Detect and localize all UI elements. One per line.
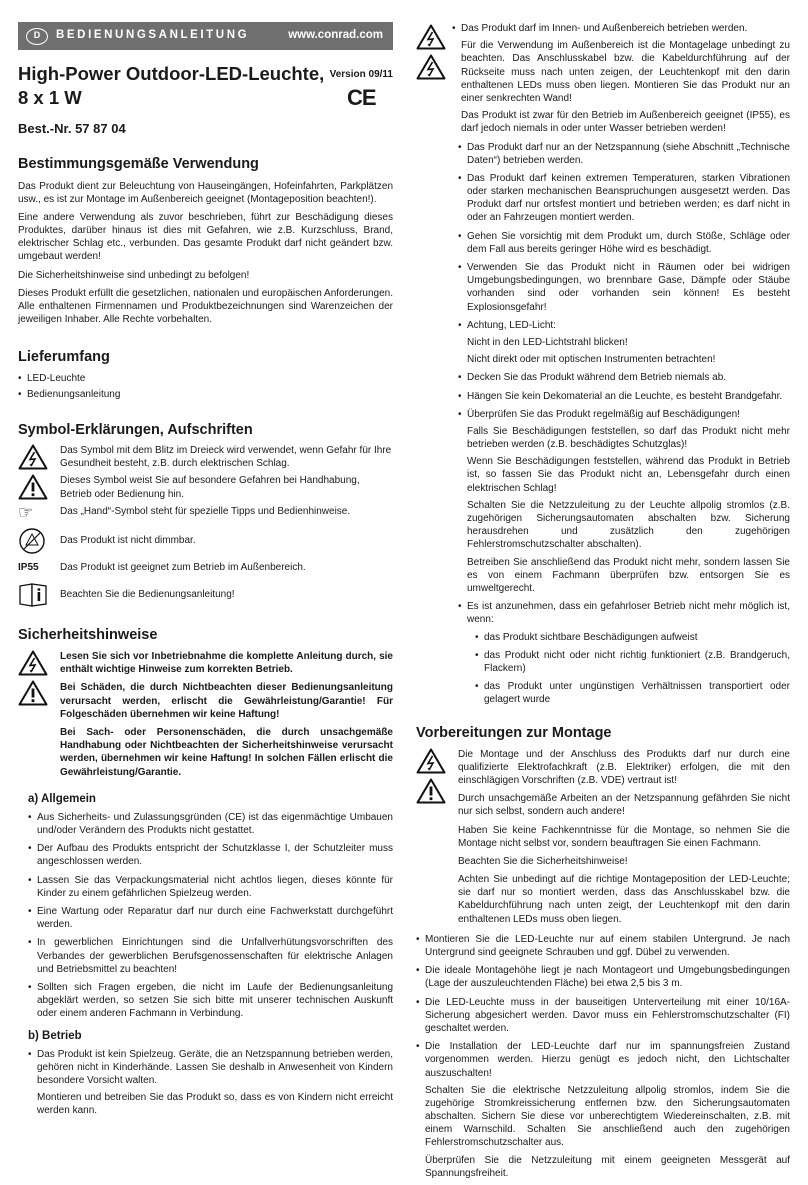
mounting-warning-block: [416, 748, 790, 931]
list-item: [452, 22, 790, 136]
general-list: [28, 811, 393, 1021]
condition-list: [467, 631, 790, 707]
manual-info-icon: [18, 582, 54, 608]
intended-use-section: [18, 180, 393, 327]
list-item-subtext: Nicht direkt oder mit optischen Instrumenten betrachten!: [467, 354, 716, 366]
list-item: [28, 1048, 393, 1118]
list-item: • Montieren Sie die LED-Leuchte nur auf einem stabilen Untergrund. Je nach Untergrund sind geeignete Schrauben und ggf. Dübel zu verwenden.: [416, 933, 790, 959]
title-row: [18, 62, 393, 112]
symbol-text: Das Produkt ist nicht dimmbar.: [60, 535, 196, 547]
symbol-row: [18, 502, 393, 522]
left-column: [18, 22, 393, 1123]
lightning-warning-icon: [18, 444, 54, 470]
list-item: [416, 1040, 790, 1180]
paragraph: Die Montage und der Anschluss des Produkts darf nur durch eine qualifizierte Elektrofachkraft (z.B. Elektriker) erfolgen, die mit den einschlägigen Vorschriften (z.B. VDE) vertraut ist!: [458, 748, 790, 786]
warning-icons: [18, 650, 54, 784]
list-item: • Lassen Sie das Verpackungsmaterial nicht achtlos liegen, dieses könnte für Kinder zu einem gefährlichen Spielzeug werden.: [28, 874, 393, 900]
list-item-subtext: Falls Sie Beschädigungen feststellen, so darf das Produkt nicht mehr betrieben werden (z.B. beschädigtes Schutzglas)!: [467, 425, 790, 451]
not-dimmable-icon: [18, 527, 54, 555]
list-item: • Verwenden Sie das Produkt nicht in Räumen oder bei widrigen Umgebungsbedingungen, wo brennbare Gase, Dämpfe oder Stäube vorhanden sind oder vorhanden sein können! Es besteht Explosionsgefahr!: [458, 261, 790, 314]
list-item: • Aus Sicherheits- und Zulassungsgründen (CE) ist das eigenmächtige Umbauen und/oder Verändern des Produkts nicht gestattet.: [28, 811, 393, 837]
list-item-subtext: Überprüfen Sie die Netzzuleitung mit einem geeigneten Messgerät auf Spannungsfreiheit.: [425, 1154, 790, 1179]
version-box: [330, 62, 393, 112]
header-bar: [18, 22, 393, 50]
list-item: • Die LED-Leuchte muss in der bauseitigen Unterverteilung mit einer 10/16A-Sicherung abgesichert werden. Davor muss ein Fehlerstromschutzschalter (FI) geschaltet werden.: [416, 996, 790, 1036]
mounting-heading: Vorbereitungen zur Montage: [416, 725, 612, 742]
list-item-text: • Das Produkt darf im Innen- und Außenbereich betrieben werden.: [461, 23, 748, 34]
list-item-text: • Überprüfen Sie das Produkt regelmäßig auf Beschädigungen!: [467, 408, 740, 420]
document-title: [18, 62, 324, 112]
title-line-2: 8 x 1 W: [18, 86, 82, 108]
outdoor-warning-block: [416, 22, 790, 141]
symbol-row: [18, 582, 393, 608]
list-item-text: • Es ist anzunehmen, dass ein gefahrloser Betrieb nicht mehr möglich ist, wenn:: [467, 601, 790, 626]
list-item: • Eine Wartung oder Reparatur darf nur durch eine Fachwerkstatt durchgeführt werden.: [28, 905, 393, 931]
paragraph: Beachten Sie die Sicherheitshinweise!: [458, 855, 628, 867]
symbol-row: [18, 561, 393, 574]
paragraph: Dieses Produkt erfüllt die gesetzlichen, nationalen und europäischen Anforderungen. Alle enthaltenen Firmennamen und Produktbezeichnungen sind Warenzeichen der jeweiligen Inhaber. Alle Rechte vorbehalten.: [18, 287, 393, 326]
list-item: • Das Produkt darf nur an der Netzspannung (siehe Abschnitt „Technische Daten“) betrieben werden.: [458, 141, 790, 167]
list-item: • Der Aufbau des Produkts entspricht der Schutzklasse I, der Schutzleiter muss angeschlossen werden.: [28, 842, 393, 868]
mounting-list: [416, 933, 790, 1180]
list-item: • Bedienungsanleitung: [18, 388, 393, 401]
symbol-row: [18, 527, 393, 555]
symbol-text: Das Symbol mit dem Blitz im Dreieck wird verwendet, wenn Gefahr für Ihre Gesundheit besteht, z.B. durch elektrischen Schlag.: [60, 445, 392, 470]
list-item: • Die ideale Montagehöhe liegt je nach Montageort und Umgebungsbedingungen (Lage der auszuleuchtenden Fläche) bei etwa 2,5 bis 3 m.: [416, 964, 790, 990]
warning-icons: [416, 748, 452, 931]
paragraph: Achten Sie unbedingt auf die richtige Montageposition der LED-Leuchte; sie darf nur so montiert werden, dass das Anschlusskabel bzw. die Kabeldurchführung nach unten zeigt, der Leuchtenkopf mit den darin enthaltenen LEDs muss oben liegen.: [458, 874, 790, 925]
operation-list-more: [458, 141, 790, 707]
safety-heading: Sicherheitshinweise: [18, 626, 158, 643]
header-url: www.conrad.com: [288, 29, 383, 42]
safety-warning-block: [18, 650, 393, 784]
lightning-warning-icon: [416, 54, 446, 80]
intended-use-heading: Bestimmungsgemäße Verwendung: [18, 156, 259, 173]
exclamation-warning-icon: [18, 474, 54, 500]
paragraph: Bei Schäden, die durch Nichtbeachten dieser Bedienungsanleitung verursacht werden, erlischt die Gewährleistung/Garantie! Für Folgeschäden übernehmen wir keine Haftung!: [60, 682, 393, 720]
list-item-subtext: Montieren und betreiben Sie das Produkt so, dass es von Kindern nicht erreicht werden kann.: [37, 1092, 393, 1117]
language-badge: D: [26, 28, 48, 45]
list-item: • Sollten sich Fragen ergeben, die nicht im Laufe der Bedienungsanleitung abgeklärt werden, so setzen Sie sich bitte mit unserer technischen Auskunft oder einem anderen Fachmann in Verbindung.: [28, 981, 393, 1021]
paragraph: Lesen Sie sich vor Inbetriebnahme die komplette Anleitung durch, sie enthält wichtige Hinweise zum korrekten Betrieb.: [60, 651, 393, 676]
dash-item: • das Produkt nicht oder nicht richtig funktioniert (z.B. Brandgeruch, Flackern): [475, 649, 790, 675]
title-line-1: High-Power Outdoor-LED-Leuchte,: [18, 63, 325, 84]
general-heading: a) Allgemein: [28, 792, 96, 805]
list-item-subtext: Nicht in den LED-Lichtstrahl blicken!: [467, 336, 628, 348]
symbol-text: Das Produkt ist geeignet zum Betrieb im Außenbereich.: [60, 561, 306, 573]
list-item: [458, 600, 790, 706]
list-item-subtext: Betreiben Sie anschließend das Produkt nicht mehr, sondern lassen Sie es von einem Fachmann überprüfen bzw. entsorgen Sie es umweltgerecht.: [467, 556, 790, 594]
paragraph: Eine andere Verwendung als zuvor beschrieben, führt zur Beschädigung dieses Produktes, darüber hinaus ist dies mit Gefahren, wie z.B. Kurzschluss, Brand, elektrischer Schlag etc., verbunden. Das gesamte Produkt darf nicht geändert bzw. umgebaut werden!: [18, 211, 393, 263]
hand-pointer-icon: ☞: [18, 502, 34, 522]
dash-item: • das Produkt unter ungünstigen Verhältnissen transportiert oder gelagert wurde: [475, 680, 790, 706]
operation-heading: b) Betrieb: [28, 1029, 82, 1042]
warning-icons: [416, 22, 452, 141]
symbol-row: [18, 474, 393, 500]
exclamation-warning-icon: [416, 778, 446, 804]
exclamation-warning-icon: [18, 680, 48, 706]
list-item: • LED-Leuchte: [18, 372, 393, 385]
delivery-list: [18, 372, 393, 401]
list-item: [458, 319, 790, 367]
list-item-subtext: Wenn Sie Beschädigungen feststellen, während das Produkt in Betrieb ist, so fassen Sie das Produkt nicht an, Lebensgefahr durch einen elektrischen Schlag!: [467, 456, 790, 494]
list-item: • Hängen Sie kein Dekomaterial an die Leuchte, es besteht Brandgefahr.: [458, 390, 790, 403]
order-number: Best.-Nr. 57 87 04: [18, 121, 126, 137]
list-item-subtext: Schalten Sie die elektrische Netzzuleitung allpolig stromlos, indem Sie die zugehörige Stromkreissicherung entfernen bzw. den Sicherungsautomaten abschalten. Sichern Sie diese vor unberechtigtem Wiedereinschalten, z.B. mit einem Warnschild. Schalten Sie anschließend auch den zugehörigen Fehlerstromschutzschalter aus.: [425, 1084, 790, 1149]
list-item-text: • Die Installation der LED-Leuchte darf nur im spannungsfreien Zustand vorgenommen werden. Hierzu genügt es jedoch nicht, den Lichtschalter auszuschalten!: [425, 1041, 790, 1079]
list-item: • Gehen Sie vorsichtig mit dem Produkt um, durch Stöße, Schläge oder dem Fall aus bereits geringer Höhe wird es beschädigt.: [458, 230, 790, 256]
paragraph: Bei Sach- oder Personenschäden, die durch unsachgemäße Handhabung oder Nichtbeachten der Sicherheitshinweise verursacht werden, übernehmen wir keine Haftung! In solchen Fällen erlischt die Gewährleistung/Garantie.: [60, 727, 393, 778]
dash-item: • das Produkt sichtbare Beschädigungen aufweist: [475, 631, 790, 644]
paragraph: Die Sicherheitshinweise sind unbedingt zu befolgen!: [18, 269, 250, 281]
list-item: • In gewerblichen Einrichtungen sind die Unfallverhütungsvorschriften des Verbandes der gewerblichen Berufsgenossenschaften für elektrische Anlagen und Betriebsmittel zu beachten!: [28, 936, 393, 976]
warning-text: [452, 748, 790, 931]
operation-list: [28, 1048, 393, 1118]
list-item-subtext: Schalten Sie die Netzzuleitung zu der Leuchte allpolig stromlos (z.B. zugehörigen Sicherungsautomaten abschalten bzw. Sicherung herausdrehen und zusätzlich den zugehörigen Fehlerstromschutzschalter abschalten).: [467, 499, 790, 551]
list-item-subtext: Das Produkt ist zwar für den Betrieb im Außenbereich geeignet (IP55), es darf jedoch niemals in oder unter Wasser betrieben werden!: [461, 110, 790, 135]
version-label: Version 09/11: [329, 69, 393, 80]
lightning-warning-icon: [416, 748, 446, 774]
symbol-text: Das „Hand“-Symbol steht für spezielle Tipps und Bedienhinweise.: [60, 505, 351, 517]
symbol-text: Beachten Sie die Bedienungsanleitung!: [60, 589, 235, 601]
delivery-heading: Lieferumfang: [18, 349, 110, 366]
list-item-text: • Achtung, LED-Licht:: [467, 319, 556, 331]
list-item: • Decken Sie das Produkt während dem Betrieb niemals ab.: [458, 371, 790, 384]
list-item: [458, 408, 790, 595]
paragraph: Das Produkt dient zur Beleuchtung von Hauseingängen, Hofeinfahrten, Parkplätzen usw., es ist zur Montage im Außenbereich geeignet (Montageposition beachten!).: [18, 180, 393, 205]
symbols-section: [18, 444, 393, 608]
ce-mark-icon: CE: [347, 85, 376, 111]
right-column: [416, 22, 790, 1185]
header-label: BEDIENUNGSANLEITUNG: [56, 29, 250, 42]
lightning-warning-icon: [416, 24, 446, 50]
lightning-warning-icon: [18, 650, 48, 676]
ip55-label: IP55: [18, 561, 39, 573]
symbol-row: [18, 444, 393, 470]
list-item: • Das Produkt darf keinen extremen Temperaturen, starken Vibrationen oder starken mechanischen Beanspruchungen ausgesetzt werden. Das Produkt darf nur ortsfest montiert und betrieben werden; es darf nicht in oder an Fahrzeugen montiert werden.: [458, 172, 790, 225]
symbol-text: Dieses Symbol weist Sie auf besondere Gefahren bei Handhabung, Betrieb oder Bedienung hin.: [60, 475, 360, 500]
list-item-subtext: Für die Verwendung im Außenbereich ist die Montagelage unbedingt zu beachten. Das Anschlusskabel bzw. die Kabeldurchführung auf der Rückseite muss nach unten zeigen, der Leuchtenkopf mit den darin enthaltenen LEDs muss oben liegen. Montieren Sie das Produkt nur an einer senkrechten Wand!: [461, 40, 790, 104]
operation-list-continued: [452, 22, 790, 141]
paragraph: Durch unsachgemäße Arbeiten an der Netzspannung gefährden Sie nicht nur sich selbst, sondern auch andere!: [458, 793, 790, 818]
list-item-text: • Das Produkt ist kein Spielzeug. Geräte, die an Netzspannung betrieben werden, gehören nicht in Kinderhände. Lassen Sie deshalb in Anwesenheit von Kindern besondere Vorsicht walten.: [37, 1048, 393, 1087]
paragraph: Haben Sie keine Fachkenntnisse für die Montage, so nehmen Sie die Montage nicht selbst vor, sondern beauftragen Sie einen Fachmann.: [458, 824, 790, 849]
warning-text: [54, 650, 393, 784]
symbols-heading: Symbol-Erklärungen, Aufschriften: [18, 421, 253, 438]
